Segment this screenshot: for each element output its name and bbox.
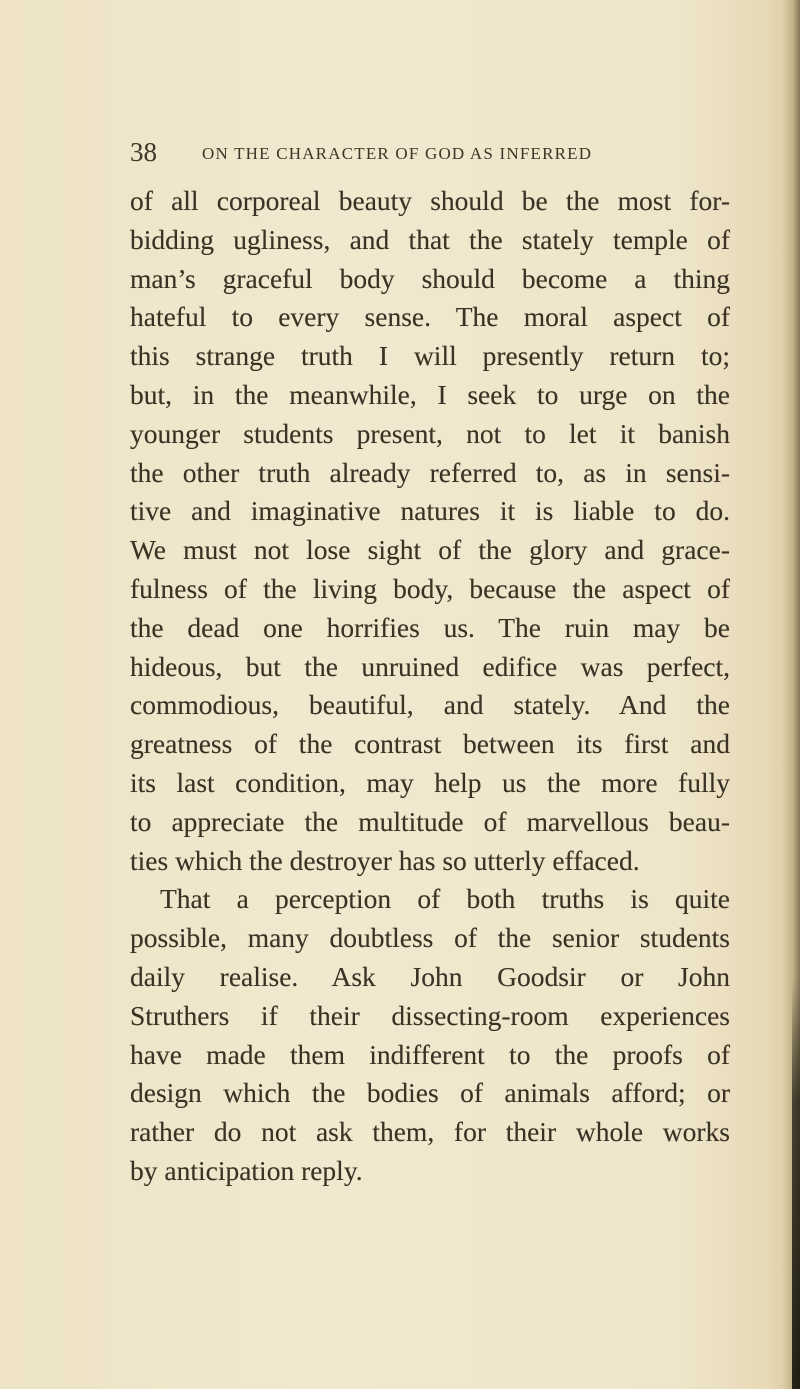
text-line: greatness of the contrast between its first and — [130, 728, 730, 760]
text-line: to appreciate the multitude of marvellous beau- — [130, 805, 730, 837]
text-line: hideous, but the unruined edifice was perfect, — [130, 650, 730, 682]
running-head: ON THE CHARACTER OF GOD AS INFERRED — [202, 144, 593, 163]
body-text — [130, 182, 730, 1191]
text-line: the dead one horrifies us. The ruin may be — [130, 611, 730, 643]
text-line: man’s graceful body should become a thing — [130, 262, 730, 294]
page-number: 38 — [130, 137, 157, 167]
text-line: Struthers if their dissecting-room experiences — [130, 999, 730, 1031]
text-line: That a perception of both truths is quite — [160, 883, 730, 915]
text-line: fulness of the living body, because the aspect of — [130, 572, 730, 604]
text-line: bidding ugliness, and that the stately temple of — [130, 223, 730, 255]
text-line: have made them indifferent to the proofs of — [130, 1038, 730, 1070]
text-line: daily realise. Ask John Goodsir or John — [130, 960, 730, 992]
text-line: commodious, beautiful, and stately. And the — [130, 689, 730, 721]
text-line: tive and imaginative natures it is liable to do. — [130, 495, 730, 527]
text-line: its last condition, may help us the more fully — [130, 766, 730, 798]
text-line: younger students present, not to let it banish — [130, 417, 730, 449]
text-line: but, in the meanwhile, I seek to urge on the — [130, 378, 730, 410]
text-line: ties which the destroyer has so utterly effaced. — [130, 844, 640, 876]
text-line: this strange truth I will presently return to; — [130, 340, 730, 372]
text-line: design which the bodies of animals afford; or — [130, 1077, 730, 1109]
text-line: We must not lose sight of the glory and grace- — [130, 534, 730, 566]
text-line: rather do not ask them, for their whole works — [130, 1116, 730, 1148]
page-header — [130, 136, 730, 170]
page-edge-binding — [792, 980, 800, 1389]
text-line: hateful to every sense. The moral aspect of — [130, 301, 730, 333]
text-line: the other truth already referred to, as in sensi- — [130, 456, 730, 488]
text-line: of all corporeal beauty should be the most for- — [130, 185, 730, 216]
text-line: by anticipation reply. — [130, 1154, 363, 1186]
text-line: possible, many doubtless of the senior students — [130, 922, 730, 954]
